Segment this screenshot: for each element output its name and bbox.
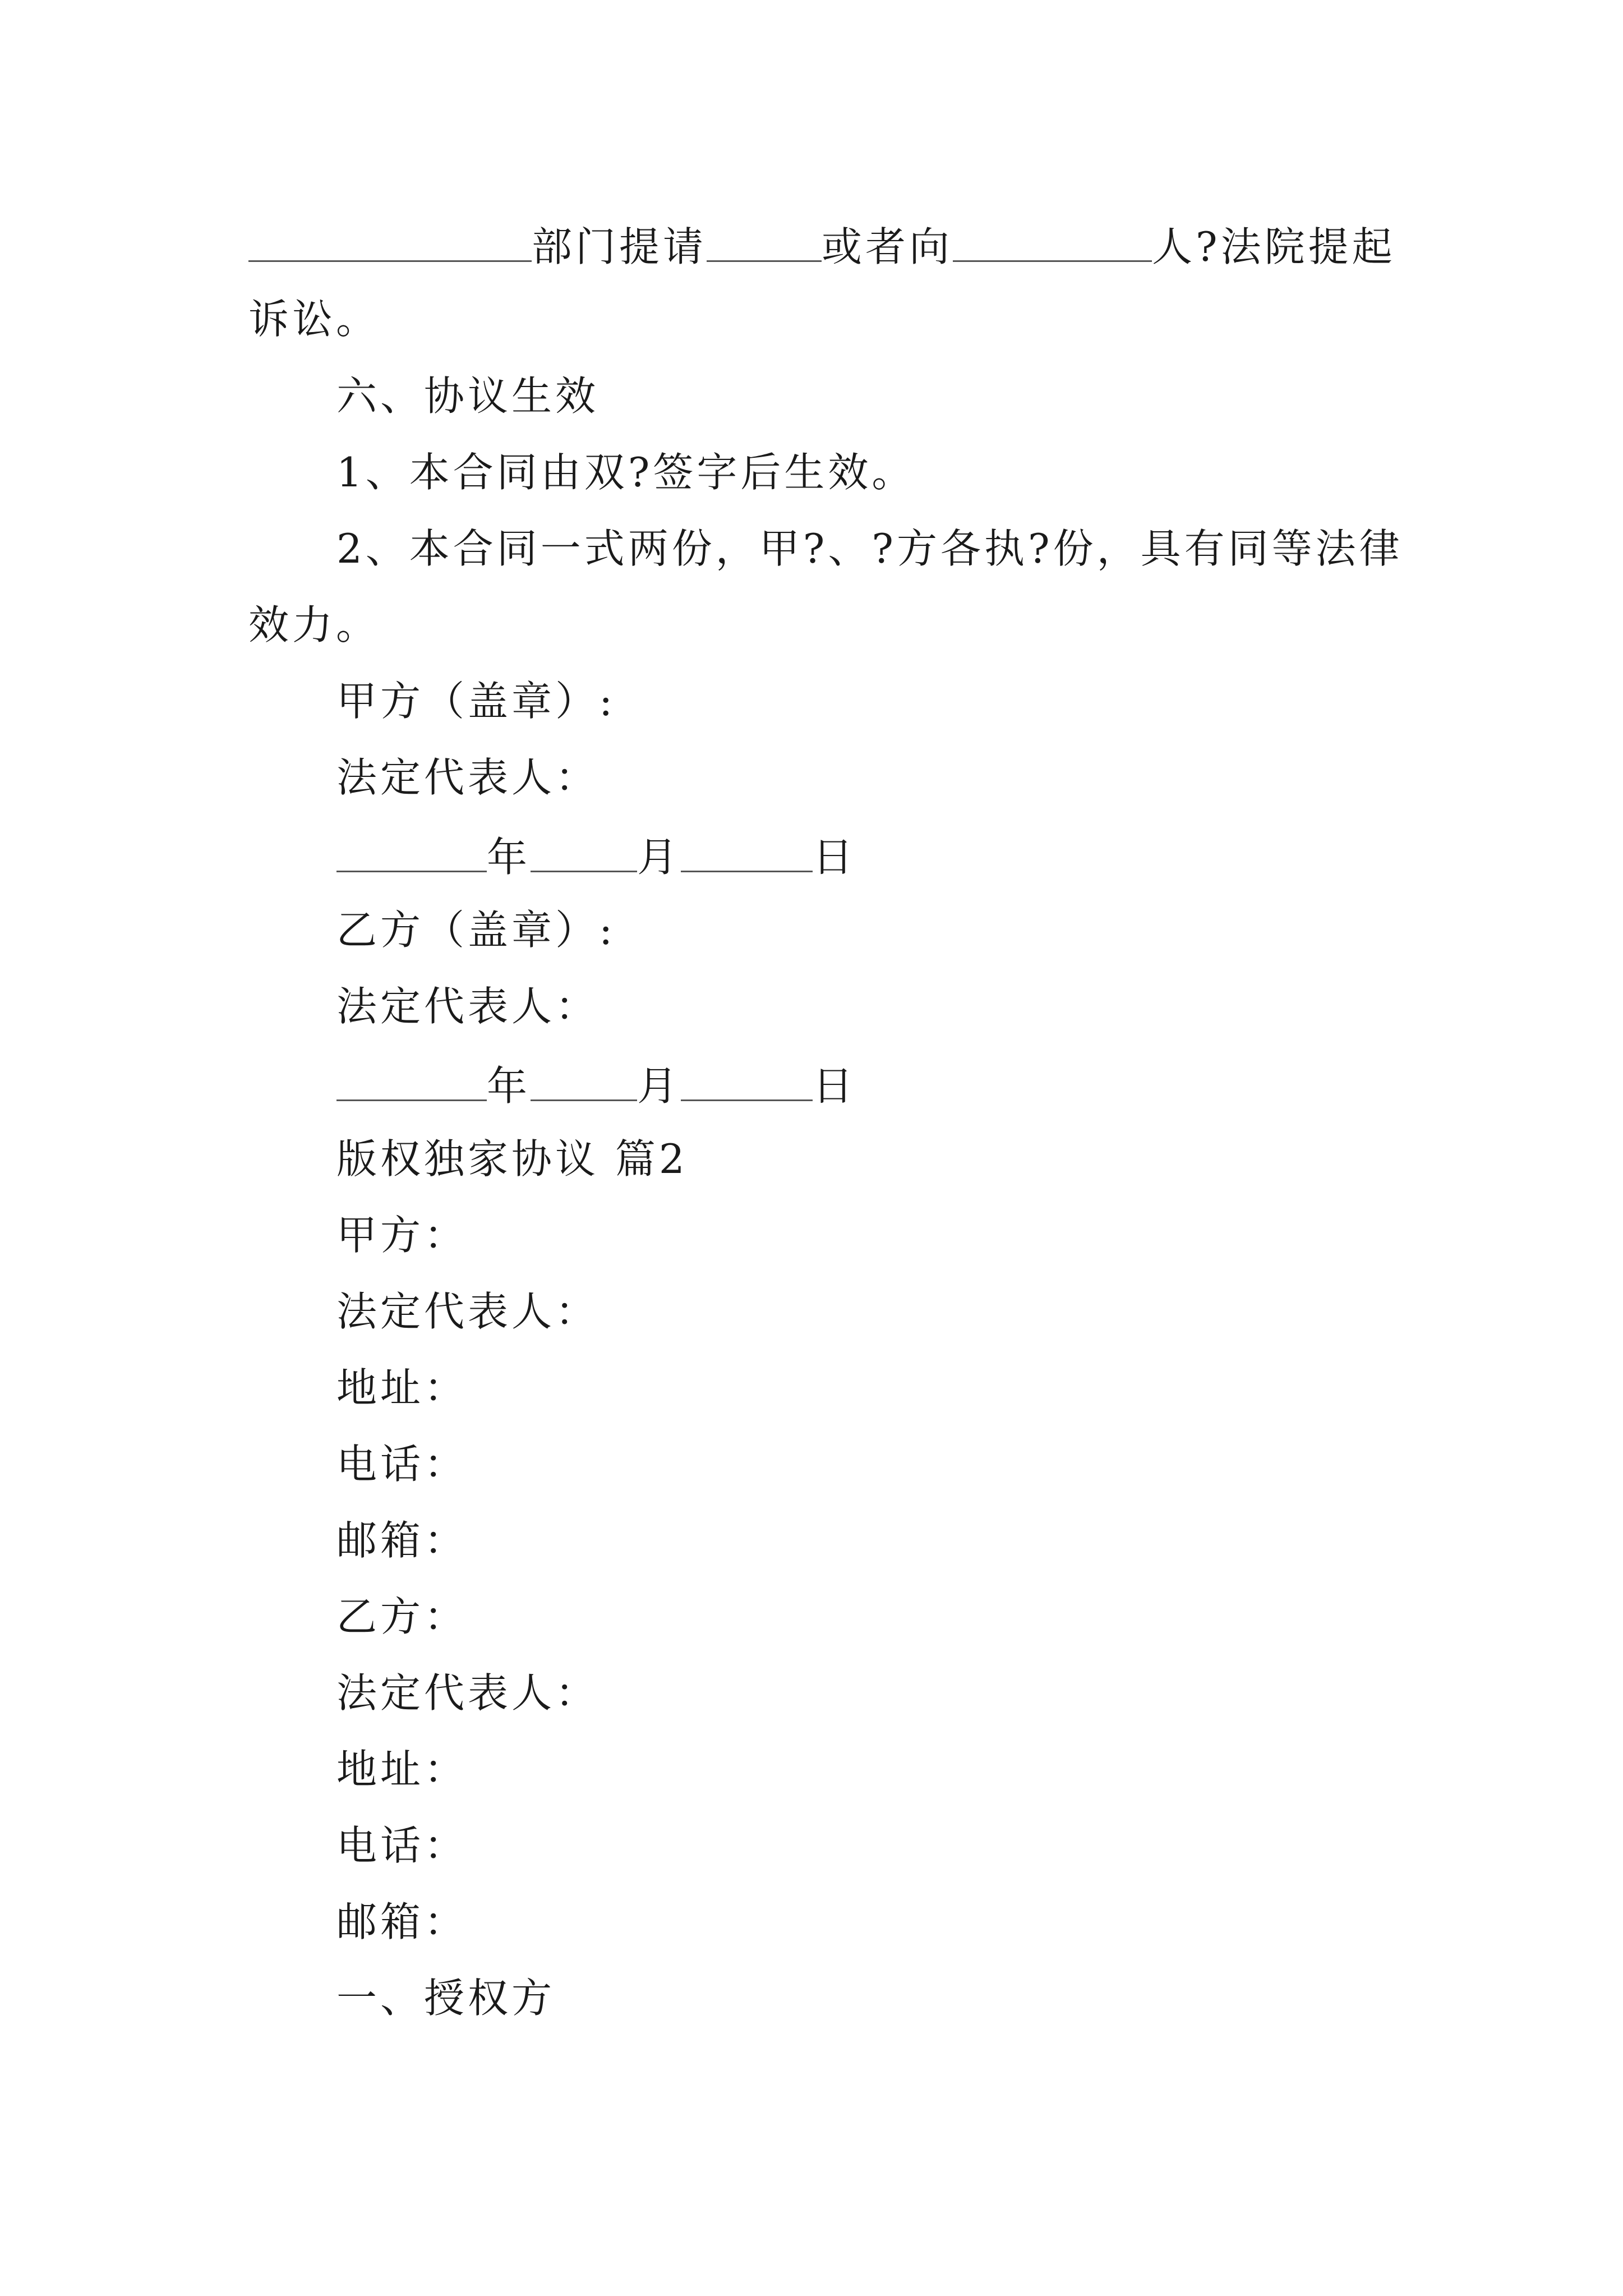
clause-2: 2、本合同一式两份，甲?、?方各执?份，具有同等法律 bbox=[336, 525, 1403, 572]
a2-party-b-representative: 法定代表人： bbox=[336, 1669, 600, 1717]
a2-party-a-phone: 电话： bbox=[336, 1441, 468, 1488]
a2-party-b-email: 邮箱： bbox=[336, 1898, 468, 1945]
month-label: 月 bbox=[637, 1062, 681, 1110]
blank-month[interactable] bbox=[531, 835, 637, 872]
section-heading: 六、协议生效 bbox=[336, 372, 600, 420]
blank-day[interactable] bbox=[681, 835, 813, 872]
blank-request[interactable] bbox=[707, 224, 822, 262]
blank-year[interactable] bbox=[336, 1064, 487, 1101]
a2-section-1-heading: 一、授权方 bbox=[336, 1975, 556, 2022]
a2-party-b-phone: 电话： bbox=[336, 1822, 468, 1869]
dispute-text-2: 或者向 bbox=[822, 223, 953, 270]
date-line-a bbox=[336, 834, 857, 881]
clause-2-continuation: 效力。 bbox=[248, 601, 380, 648]
a2-party-b-address: 地址： bbox=[336, 1746, 468, 1793]
a2-party-a-address: 地址： bbox=[336, 1364, 468, 1411]
dispute-text-3: 人?法院提起 bbox=[1152, 223, 1396, 270]
day-label: 日 bbox=[813, 1062, 857, 1110]
a2-party-b: 乙方： bbox=[336, 1593, 468, 1640]
dispute-continuation: 诉讼。 bbox=[248, 296, 380, 343]
a2-party-a-representative: 法定代表人： bbox=[336, 1288, 600, 1335]
date-line-b bbox=[336, 1062, 857, 1110]
party-b-representative: 法定代表人： bbox=[336, 983, 600, 1030]
blank-year[interactable] bbox=[336, 835, 487, 872]
article-2-title: 版权独家协议 篇2 bbox=[336, 1135, 688, 1182]
a2-party-a: 甲方： bbox=[336, 1212, 468, 1259]
day-label: 日 bbox=[813, 834, 857, 881]
year-label: 年 bbox=[487, 1062, 531, 1110]
dispute-line bbox=[248, 223, 1396, 270]
party-a-seal: 甲方（盖章）: bbox=[336, 678, 616, 725]
blank-court[interactable] bbox=[953, 224, 1152, 262]
a2-party-a-email: 邮箱： bbox=[336, 1517, 468, 1564]
party-a-representative: 法定代表人： bbox=[336, 754, 600, 801]
blank-day[interactable] bbox=[681, 1064, 813, 1101]
dispute-text-1: 部门提请 bbox=[532, 223, 707, 270]
party-b-seal: 乙方（盖章）: bbox=[336, 907, 616, 954]
blank-month[interactable] bbox=[531, 1064, 637, 1101]
blank-department[interactable] bbox=[248, 224, 532, 262]
year-label: 年 bbox=[487, 834, 531, 881]
clause-1: 1、本合同由双?签字后生效。 bbox=[336, 449, 916, 496]
month-label: 月 bbox=[637, 834, 681, 881]
